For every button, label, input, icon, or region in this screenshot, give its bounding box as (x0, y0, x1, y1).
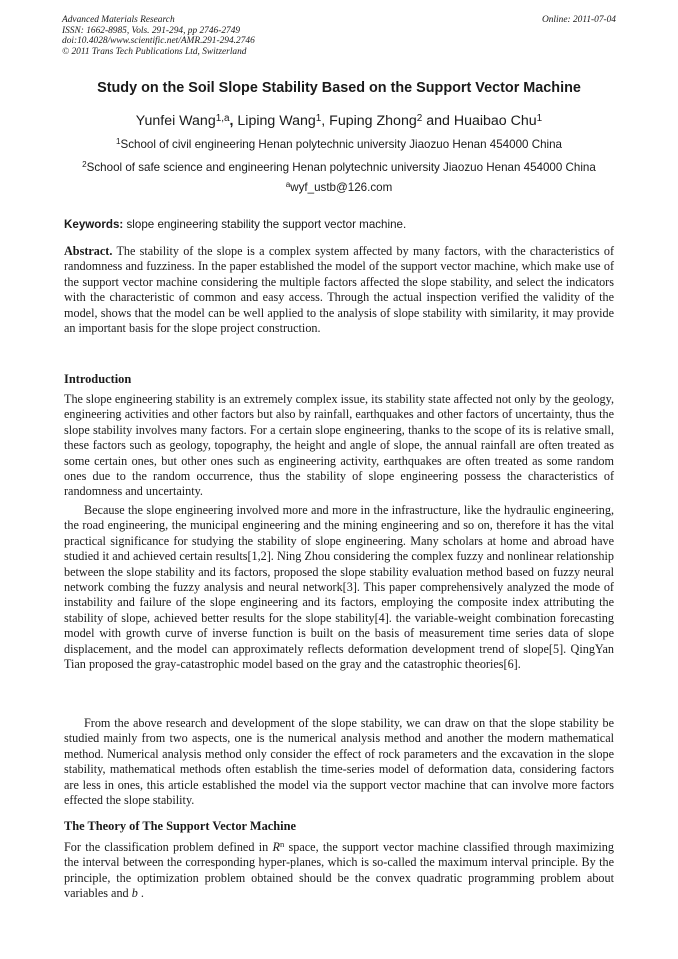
email-address: wyf_ustb@126.com (290, 181, 393, 194)
email-line (40, 181, 638, 194)
variable-b: b (131, 886, 138, 901)
abstract-text: The stability of the slope is a complex system affected by many factors, with the characteristics of randomness and fuzziness. In the paper established the model of the support vector machine, which make use of the support vector machine considering the multiple factors affected the slope stability, and select the indicators with the characteristic of common and easy access. Through the actual inspection verified the validity of the model, shows that the model can be well applied to the analysis of slope stability with similarity, it may provide an important basis for the slope project construction. (64, 244, 614, 336)
affiliation-superscript: 1 (115, 137, 121, 147)
author-list (40, 113, 638, 129)
affiliation-text: School of civil engineering Henan polytechnic university Jiaozuo Henan 454000 China (120, 138, 562, 151)
author-separator: , (229, 113, 238, 129)
svm-heading: The Theory of The Support Vector Machine (64, 819, 296, 833)
affiliation-2 (40, 161, 638, 174)
doi-line: doi:10.4028/www.scientific.net/AMR.291-294.2746 (62, 36, 255, 47)
affiliation-superscript: 2 (82, 160, 87, 170)
author-superscript: 2 (416, 112, 423, 124)
svm-text: . (137, 886, 144, 901)
paper-title: Study on the Soil Slope Stability Based on the Support Vector Machine (97, 80, 581, 96)
author-name: Liping Wang (237, 113, 316, 129)
copyright-line: © 2011 Trans Tech Publications Ltd, Switzerland (62, 46, 247, 57)
introduction-heading: Introduction (64, 372, 132, 386)
journal-name: Advanced Materials Research (62, 15, 175, 25)
author-name: Yunfei Wang (135, 113, 216, 129)
keywords-text: slope engineering stability the support vector machine. (123, 218, 407, 231)
intro-paragraph-1: The slope engineering stability is an extremely complex issue, its stability state affected not only by the geology, engineering activities and other factors but also by rainfall, earthquakes and other factors of uncertainty, thus the slope stability involves many factors. For a certain slope engineering, thanks to the scope of its is relative small, these factors such as geology, topography, the height and angle of slope, the annual rainfall are often treated as some certain ones, but other ones such as engineering activity, earthquakes are often treated as some random ones due to the random occurrence, thus the stability of slope engineering possess the characteristics of randomness and uncertainty. (64, 392, 614, 499)
affiliation-1 (40, 138, 638, 151)
affiliation-text: School of safe science and engineering Henan polytechnic university Jiaozuo Henan 454000 China (86, 161, 596, 174)
author-name: Huaibao Chu (453, 113, 537, 129)
email-superscript: a (285, 180, 291, 190)
issn-line: ISSN: 1662-8985, Vols. 291-294, pp 2746-2749 (62, 25, 241, 36)
author-superscript: 1,a (215, 112, 230, 124)
author-separator: , (321, 113, 330, 129)
abstract-label: Abstract. (64, 244, 113, 258)
space-superscript: n (279, 839, 285, 850)
author-separator: and (422, 113, 454, 129)
journal-header (62, 15, 616, 57)
svm-text: space, the support vector machine classified through maximizing the interval between the corresponding hyper-planes, which is so-called the maximum interval principle. By the principle, the optimization problem obtained should be the convex quadratic programming problem about variables and (64, 840, 614, 901)
author-superscript: 1 (315, 112, 322, 124)
abstract (64, 244, 614, 336)
space-symbol: R (272, 840, 280, 854)
author-superscript: 1 (536, 112, 543, 124)
intro-paragraph-3: From the above research and development of the slope stability, we can draw on that the slope stability be studied mainly from two aspects, one is the numerical analysis method and another the modern mathematical method. Numerical analysis method only consider the effect of rock parameters and the excavation in the slope stability, mathematical methods often establish the time-series model of deformation data, considering factors are less in ones, this article established the model via the support vector machine that can involve more factors effected the slope stability. (64, 716, 614, 808)
online-date: Online: 2011-07-04 (541, 15, 616, 25)
svm-paragraph-1 (64, 840, 614, 902)
keywords-label: Keywords: (64, 218, 124, 231)
author-name: Fuping Zhong (329, 113, 417, 129)
svm-text: For the classification problem defined in (64, 840, 273, 854)
keywords (64, 218, 614, 231)
intro-paragraph-2: Because the slope engineering involved more and more in the infrastructure, like the hydraulic engineering, the road engineering, the municipal engineering and the mining engineering and so on, therefore it has the vital practical significance for studying the stability of slope engineering. Many scholars at home and abroad have studied it and achieved certain results[1,2]. Ning Zhou considering the complex fuzzy and nonlinear relationship between the slope stability and its factors, proposed the slope stability evaluation method based on fuzzy neural network combing the fuzzy analysis and neural network[3]. This paper comprehensively analyzed the mode of instability and failure of the slope engineering and its factors, employing the composite index attributing the stability of slope, achieved better results for the slope stability[4]. the variable-weight combination forecasting model with growth curve of inverse function is built on the basis of measurement time series data of slope displacement, and the model can approximately reflects deformation development trend of slope[5]. QingYan Tian proposed the gray-catastrophic model based on the gray and the catastrophic theories[6]. (64, 503, 614, 672)
